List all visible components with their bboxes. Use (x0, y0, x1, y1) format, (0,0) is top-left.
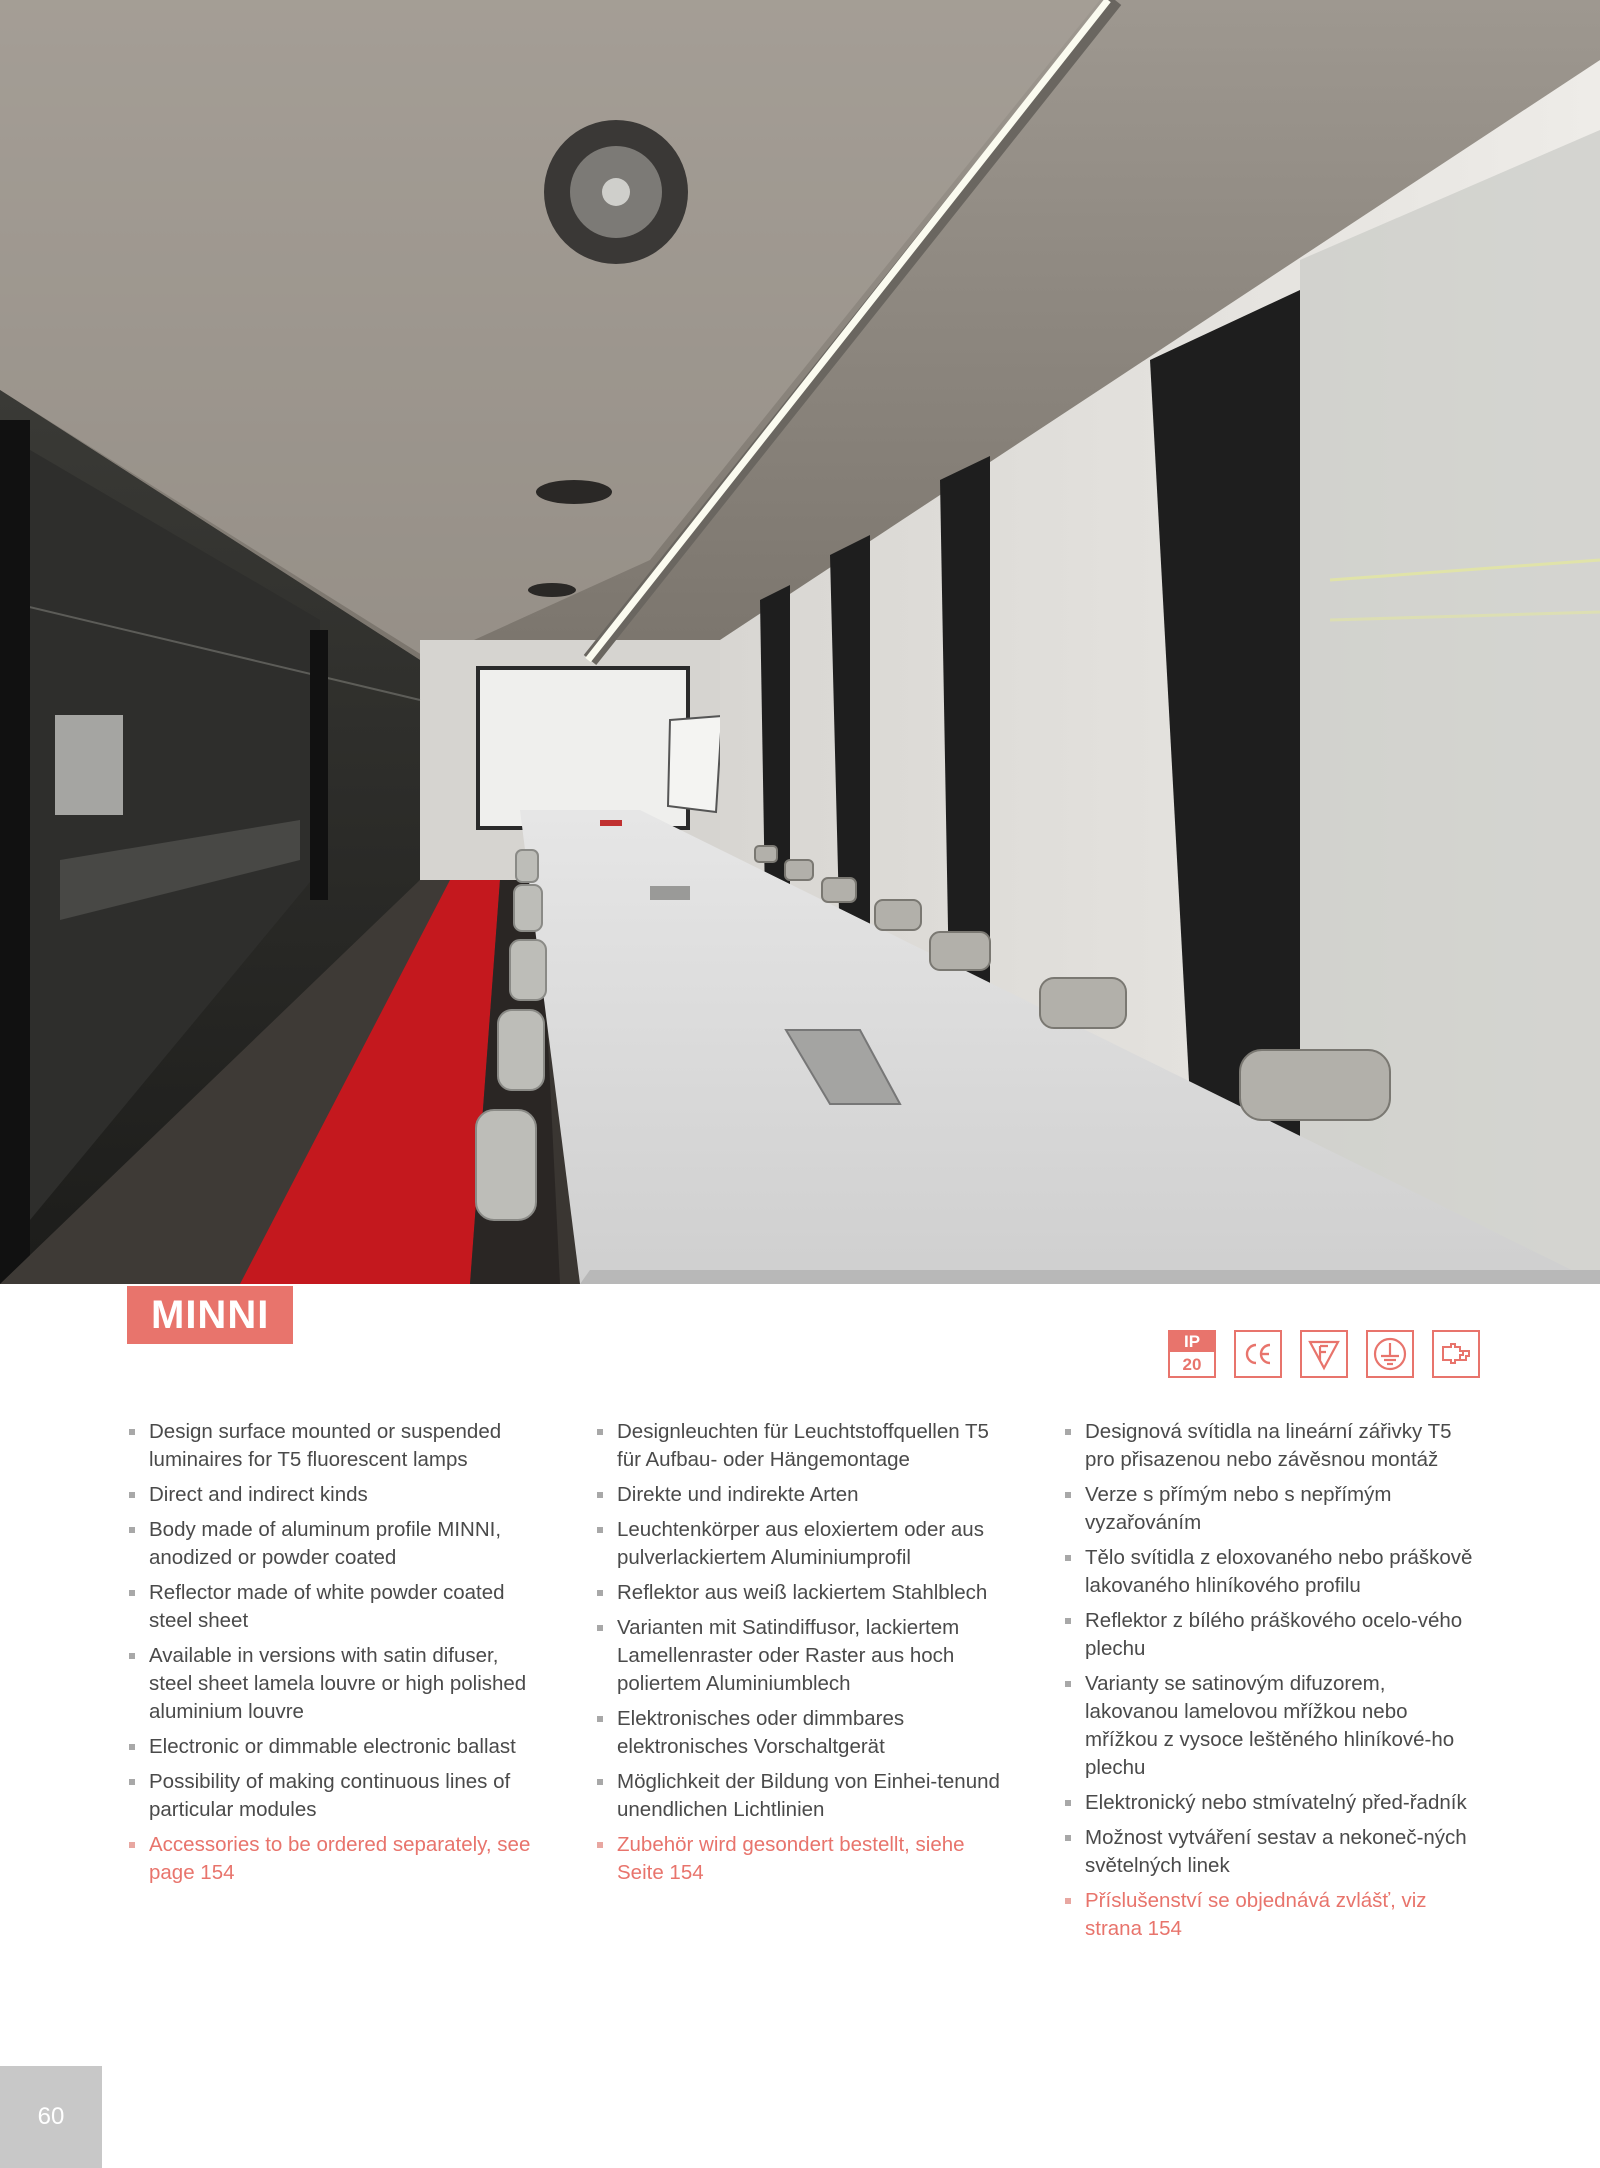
list-item: Direct and indirect kinds (127, 1481, 547, 1509)
list-item: Electronic or dimmable electronic ballast (127, 1733, 547, 1761)
list-item: Design surface mounted or suspended luminaires for T5 fluorescent lamps (127, 1418, 547, 1474)
list-item: Verze s přímým nebo s nepřímým vyzařováním (1063, 1481, 1483, 1537)
list-item: Designová svítidla na lineární zářivky T5 pro přisazenou nebo závěsnou montáž (1063, 1418, 1483, 1474)
list-item: Body made of aluminum profile MINNI, anodized or powder coated (127, 1516, 547, 1572)
ip-rating: 20 (1168, 1352, 1216, 1378)
accessories-note: Accessories to be ordered separately, see page 154 (127, 1831, 547, 1887)
certification-icons (1168, 1330, 1480, 1378)
f-mark-icon (1300, 1330, 1348, 1378)
product-title-box (127, 1286, 293, 1344)
features-german (595, 1418, 1015, 1894)
product-title: MINNI (151, 1292, 270, 1337)
list-item: Available in versions with satin difuser, steel sheet lamela louvre or high polished aluminium louvre (127, 1642, 547, 1726)
list-item: Varianten mit Satindiffusor, lackiertem Lamellenraster oder Raster aus hoch poliertem Aluminiumblech (595, 1614, 1015, 1698)
modular-connector-icon (1432, 1330, 1480, 1378)
accessories-note: Zubehör wird gesondert bestellt, siehe Seite 154 (595, 1831, 1015, 1887)
features-english (127, 1418, 547, 1894)
ip-label: IP (1168, 1330, 1216, 1352)
page-number: 60 (37, 2103, 65, 2130)
list-item: Designleuchten für Leuchtstoffquellen T5 für Aufbau- oder Hängemontage (595, 1418, 1015, 1474)
protective-earth-icon (1366, 1330, 1414, 1378)
list-item: Möglichkeit der Bildung von Einhei-tenund unendlichen Lichtlinien (595, 1768, 1015, 1824)
features-czech (1063, 1418, 1483, 1950)
list-item: Reflektor aus weiß lackiertem Stahlblech (595, 1579, 1015, 1607)
list-item: Elektronisches oder dimmbares elektronisches Vorschaltgerät (595, 1705, 1015, 1761)
page-number-tab (0, 2066, 102, 2168)
ce-mark-icon (1234, 1330, 1282, 1378)
feature-list-en (127, 1418, 547, 1887)
list-item: Možnost vytváření sestav a nekoneč-ných světelných linek (1063, 1824, 1483, 1880)
list-item: Leuchtenkörper aus eloxiertem oder aus pulverlackiertem Aluminiumprofil (595, 1516, 1015, 1572)
ip20-icon (1168, 1330, 1216, 1378)
list-item: Varianty se satinovým difuzorem, lakovanou lamelovou mřížkou nebo mřížkou z vysoce leštěného hliníkové-ho plechu (1063, 1670, 1483, 1782)
list-item: Tělo svítidla z eloxovaného nebo práškově lakovaného hliníkového profilu (1063, 1544, 1483, 1600)
accessories-note: Příslušenství se objednává zvlášť, viz strana 154 (1063, 1887, 1483, 1943)
list-item: Direkte und indirekte Arten (595, 1481, 1015, 1509)
feature-list-de (595, 1418, 1015, 1887)
list-item: Possibility of making continuous lines of particular modules (127, 1768, 547, 1824)
feature-list-cz (1063, 1418, 1483, 1943)
list-item: Elektronický nebo stmívatelný před-řadník (1063, 1789, 1483, 1817)
list-item: Reflektor z bílého práškového ocelo-vého plechu (1063, 1607, 1483, 1663)
list-item: Reflector made of white powder coated steel sheet (127, 1579, 547, 1635)
